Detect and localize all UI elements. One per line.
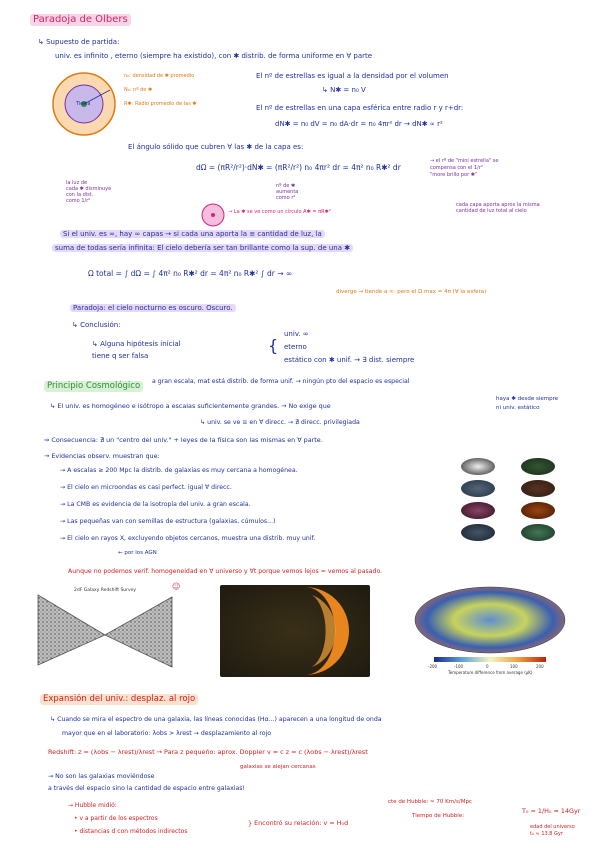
section-title-cosmological: Principio Cosmológico xyxy=(44,381,143,392)
consequence-text: ⇒ Consecuencia: ∄ un "centro del univ." + leyes de la física son las mismas en ∀ parte. xyxy=(44,436,323,444)
sky-map xyxy=(521,458,555,475)
sky-map xyxy=(461,524,495,541)
star-disc-icon xyxy=(200,202,226,228)
conclusion-text: ↳ Alguna hipótesis inicial tiene q ser falsa xyxy=(92,340,181,360)
infinite-sum-text: suma de todas sería infinita: El cielo debería ser tan brillante como la sup. de una ✱ xyxy=(52,244,353,252)
legend-radius: R✱: Radio promedio de las ✱ xyxy=(124,101,197,107)
circle-note: → La ✱ se ve como un círculo A✱ = πR✱² xyxy=(228,209,331,215)
cosmo-intro: a gran escala, mat está distrib. de forma unif. → ningún pto del espacio es especial xyxy=(152,378,410,385)
homogeneity-text: ↳ El univ. es homogéneo e isótropo a escalas suficientemente grandes. → No exige que xyxy=(50,402,331,410)
conclusion-heading: ↳ Conclusión: xyxy=(72,321,121,329)
expansion-line-1: ↳ Cuando se mira el espectro de una galaxia, las líneas conocidas (Hα...) aparecen a una longitud de onda xyxy=(50,716,382,723)
sky-map xyxy=(521,502,555,519)
note-count-grows: nº de ✱ aumenta como r² xyxy=(276,183,299,201)
evidence-item-3: → La CMB es evidencia de la isotropía del univ. a gran escala. xyxy=(60,501,251,508)
premise-text: univ. es infinito , eterno (siempre ha existido), con ✱ distrib. de forma uniforme en ∀ parte xyxy=(55,52,373,60)
hubble-constant: cte de Hubble: ≈ 70 Km/s/Mpc xyxy=(388,799,472,805)
colorbar-tick: -200 xyxy=(428,664,438,669)
hubble-relation: } Encontró su relación: v = H₀d xyxy=(248,819,349,827)
diverge-note: diverge → tiende a ∞: pero el Ω max = 4π (∀ la esfera) xyxy=(336,289,487,295)
homogeneity-note: haya ✱ desde siempre ni univ. estático xyxy=(496,396,559,411)
expansion-line-2: mayor que en el laboratorio: λobs > λrest → desplazamiento al rojo xyxy=(62,730,272,737)
survey-caption: 2dF Galaxy Redshift Survey xyxy=(74,588,137,593)
evidence-item-1: → A escalas ≥ 200 Mpc la distrib. de galaxias es muy cercana a homogénea. xyxy=(60,467,298,474)
colorbar-tick: 200 xyxy=(536,664,544,669)
sky-map xyxy=(461,458,495,475)
note-compensation: → el rº de "mini estrella" se compensa con el 1/r² "more brillo por ✱" xyxy=(430,158,499,178)
conclusion-list: univ. ∞ eterno estático con ✱ unif. → ∃ dist. siempre xyxy=(284,330,415,364)
sky-map xyxy=(521,480,555,497)
age-of-universe: edad del universo t₀ ≈ 13.8 Gyr xyxy=(530,824,575,837)
infinite-shells-text: Si el univ. es ∞, hay ∞ capas → si cada una aporta la ≡ cantidad de luz, la xyxy=(60,230,325,238)
diagram-earth-label: Tierra xyxy=(76,101,91,107)
colorbar xyxy=(434,657,546,662)
sky-map xyxy=(461,480,495,497)
xray-sky-figure xyxy=(220,585,370,677)
hubble-time-label: Tiempo de Hubble: xyxy=(412,813,465,819)
cmb-map-figure xyxy=(410,585,570,677)
figure-marker: ☺ xyxy=(172,582,181,591)
hubble-item-2: • distancias d con métodos indirectos xyxy=(74,828,188,835)
receding-note: galaxias se alejan cercanas xyxy=(240,764,316,770)
paradox-statement: Paradoja: el cielo nocturno es oscuro. Oscuro. xyxy=(70,304,236,312)
colorbar-tick: 0 xyxy=(486,664,489,669)
legend-star-count: N₀: nº de ✱ xyxy=(124,87,153,93)
evidence-item-5: → El cielo en rayos X, excluyendo objetos cercanos, muestra una distrib. muy unif. xyxy=(60,535,316,542)
solid-angle-eq: dΩ = (πR²/r²)·dN✱ = (πR²/r²) n₀ 4πr² dr = 4π² n₀ R✱² dr xyxy=(196,163,401,172)
colorbar-label: Temperature difference from average (µK) xyxy=(448,670,533,675)
evidence-item-4: → Las pequeñas van con semillas de estructura (galaxias, cúmulos...) xyxy=(60,518,276,525)
sky-map xyxy=(521,524,555,541)
section-title-olbers: Paradoja de Olbers xyxy=(30,14,131,26)
premise-heading: ↳ Supuesto de partida: xyxy=(38,38,120,46)
evidence-item-2: → El cielo en microondas es casi perfect. igual ∀ direcc. xyxy=(60,484,232,491)
solid-angle-text: El ángulo sólido que cubren ∀ las ✱ de la capa es: xyxy=(128,143,304,151)
eq1: ↳ N✱ = n₀ V xyxy=(322,86,366,94)
galaxy-survey-figure xyxy=(30,582,181,677)
eq2: dN✱ = n₀ dV = n₀ dA·dr = n₀ 4πr² dr → dN✱ ∝ r² xyxy=(275,120,443,128)
note-light-falls: la luz de cada ✱ disminuye con la dist. como 1/r² xyxy=(66,180,112,204)
warning-note: Aunque no podemos verif. homogeneidad en ∀ universo y ∀t porque vemos lejos = vemos al pasado. xyxy=(68,568,383,575)
evidence-heading: → Evidencias observ. muestran que: xyxy=(44,452,160,460)
hubble-item-1: • v a partir de los espectros xyxy=(74,815,158,822)
agn-note: ← por los AGN xyxy=(118,550,157,556)
redshift-eq: Redshift: z = (λobs − λrest)/λrest → Para z pequeño: aprox. Doppler v ≈ c z = c (λobs − λrest)/λrest xyxy=(48,748,368,756)
section-title-expansion: Expansión del univ.: desplaz. al rojo xyxy=(40,694,198,705)
legend-density: n₀: densidad de ✱ promedio xyxy=(124,73,195,79)
isotropy-text: ↳ univ. se ve ≡ en ∀ direcc. → ∄ direcc. privilegiada xyxy=(200,419,360,426)
eq1-text: El nº de estrellas es igual a la densidad por el volumen xyxy=(256,72,449,80)
note-each-shell: cada capa aporta aprox la misma cantidad de luz total al cielo xyxy=(456,202,540,214)
sky-map xyxy=(461,502,495,519)
hubble-heading: → Hubble midió: xyxy=(68,802,117,809)
hubble-time-eq: T₀ = 1/H₀ ≈ 14Gyr xyxy=(522,807,581,815)
not-moving-note: → No son las galaxias moviéndose a través del espacio sino la cantidad de espacio entre galaxias! xyxy=(48,773,245,792)
sky-maps-panel xyxy=(455,452,575,550)
eq2-text: El nº de estrellas en una capa esférica entre radio r y r+dr: xyxy=(256,104,464,112)
omega-total-eq: Ω total = ∫ dΩ = ∫ 4π² n₀ R✱² dr = 4π² n₀ R✱² ∫ dr → ∞ xyxy=(88,269,293,278)
colorbar-tick: 100 xyxy=(510,664,518,669)
conclusion-brace: { xyxy=(268,336,279,355)
colorbar-tick: -100 xyxy=(454,664,464,669)
